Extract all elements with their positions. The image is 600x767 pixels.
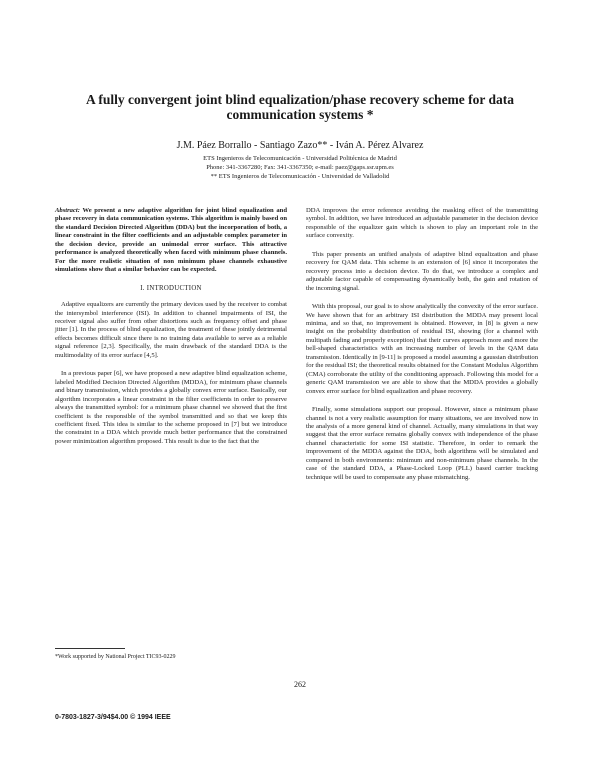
paper-title: A fully convergent joint blind equalization/phase recovery scheme for data communication systems * [85,92,515,122]
abstract [55,207,287,275]
left-column [55,207,287,456]
body-paragraph: In a previous paper [6], we have proposed a new adaptive blind equalization scheme, labeled Modified Decision Directed Algorithm (MDDA), for minimum phase channels and binary transmission, which provides a globally convex error surface. Basically, our algorithm incorporates a linear constraint in the filter coefficients in order to preserve always the transmitted symbol: for a minimum phase channel we showed that the first coefficient is the responsible of the symbol transmitted and so that we keep this coefficient fixed. This idea is similar to the scheme proposed in [7] but we introduce the constraint in a DDA which provide much better performance that the constrained power minimization algorithm proposed. This result is due to the fact that the [55,370,287,445]
section-heading: I. INTRODUCTION [140,284,202,292]
body-paragraph: Finally, some simulations support our proposal. However, since a minimum phase channel is not a very realistic assumption for many situations, we are involved now in the analysis of a more general kind of channel. Actually, many simulations in that way suggest that the error surface remains globally convex with independence of the phase channel characteristic for some ISI statistic. Therefore, in order to remark the improvement of the MDDA against the DDA, both algorithms will be simulated and compared in both environments: minimum and non-minimum phase channels. In the case of the standard DDA, a Phase-Locked Loop (PLL) based carrier tracking technique will be used to compensate any phase mismatching. [306,406,538,481]
right-column [306,207,538,492]
body-paragraph: Adaptive equalizers are currently the primary devices used by the receiver to combat the intersymbol interference (ISI). In addition to channel impairments of ISI, the receiver signal also suffer from other distortions such as frequency offset and phase jitter [1]. In the process of blind equalization, the treatment of these jointly detrimental effects becomes difficult since there is no training data available to serve as a reliable signal reference [2,3]. Specifically, the main drawback of the standard DDA is the multimodality of its error surface [4,5]. [55,301,287,359]
copyright-line: 0-7803-1827-3/94$4.00 © 1994 IEEE [55,714,171,721]
affiliation-line: ** ETS Ingenieros de Telecomunicación - Universidad de Valladolid [210,173,390,180]
footnote-divider [55,648,125,649]
affiliation-block [80,154,520,181]
abstract-label: Abstract: [55,207,80,214]
body-paragraph: With this proposal, our goal is to show analytically the convexity of the error surface. We have shown that for an arbitrary ISI distribution the MDDA may present local minima, and so that, no improvement is obtained. However, in [8] is given a new insight on the probability distribution of residual ISI, showing (for a channel with multipath fading and properly exception) that their curves approach more and more the bell-shaped characteristics with an increasing number of levels in the QAM data transmission. Identically in [9-11] is proposed a model assuming a gaussian distribution for the residual ISI; the theoretical results obtained for the Constant Modulus Algorithm (CMA) corroborate the utility of the conditioning approach. Following this model for a generic QAM transmission we are able to show that the MDDA provides a globally convex error surface for blind equalization and phase recovery. [306,303,538,395]
body-paragraph: DDA improves the error reference avoiding the masking effect of the transmitting symbol. In addition, we have introduced an adjustable parameter in the decision device responsible of the equalizer gain which is shown to play an important role in the surface convexity. [306,207,538,240]
abstract-text: We present a new adaptive algorithm for joint blind equalization and phase recovery in data communication systems. This algorithm is mainly based on the standard Decision Directed Algorithm (DDA) but the incorporation of both, a linear constraint in the filter coefficients and an adjustable complex parameter in the decision device, provide an unimodal error surface. This attractive performance is analyzed theoretically when faced with minimum phase channels. For the more realistic situation of non minimum phase channels exhaustive simulations show that a similar behavior can be expected. [55,207,287,274]
page-number: 262 [294,680,306,689]
body-paragraph: This paper presents an unified analysis of adaptive blind equalization and phase recovery for QAM data. This scheme is an extension of [6] since it incorporates the recovery process into a decision device. To do that, we introduce a complex and adjustable factor capable of compensating dynamically both, the gain and rotation of the incoming signal. [306,250,538,292]
affiliation-line: Phone: 341-3367280; Fax: 341-3367350; e-mail: paez@gaps.ssr.upm.es [206,164,394,171]
footnote: *Work supported by National Project TIC93-0229 [55,654,176,660]
affiliation-line: ETS Ingenieros de Telecomunicación - Universidad Politécnica de Madrid [203,155,397,162]
author-list: J.M. Páez Borrallo - Santiago Zazo** - Iván A. Pérez Alvarez [176,140,424,151]
